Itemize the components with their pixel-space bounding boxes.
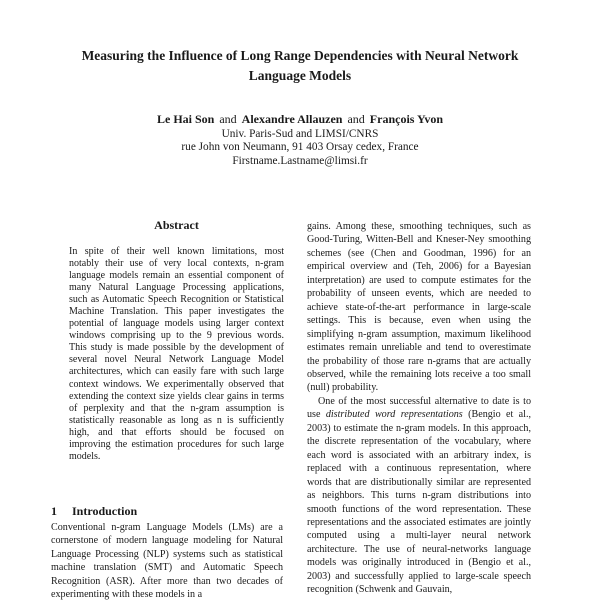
abstract-text: In spite of their well known limitations, most notably their use of very local contexts, n-gram language models remain an essential component of many Natural Language Processing applications, such as Automatic Speech Recognition or Statistical Machine Translation. This paper investigates the potential of language models using larger context windows comprising up to the 9 previous words. This study is made possible by the development of several novel Neural Network Language Model architectures, which can easily fare with such large context windows. We experimentally observed that extending the context size yields clear gains in terms of perplexity and that the n-gram assumption is statistically reasonable as long as n is sufficiently high, and that efforts should be focused on improving the estimation procedures for such large models. (69, 246, 284, 462)
section-number: 1 (51, 504, 57, 518)
intro-section (51, 504, 283, 600)
paragraph-2-lead: One of the most successful alternative to date is to use (307, 395, 531, 421)
paragraph-2-rest: (Bengio et al., 2003) to estimate the n-gram models. In this approach, the discrete representation of the vocabulary, where each word is associated with an arbitrary index, is replaced with a continuous representation, where words that are distributionally similar are represented as neighbors. This turns n-gram distributions into smooth functions of the word representation. These representations and the associated estimates are jointly computed using a multi-layer neural network architecture. The use of neural-networks language models was originally introduced in (Bengio et al., 2003) and successfully applied to large-scale speech recognition (Schwenk and Gauvain, (307, 409, 531, 596)
body-paragraph-1: gains. Among these, smoothing techniques, such as Good-Turing, Witten-Bell and Kneser-Ney smoothing schemes (see (Chen and Goodman, 1996) for an empirical overview and (Teh, 2006) for a Bayesian interpretation) are used to compute estimates for the probability of unseen events, which are needed to achieve state-of-the-art performance in large-scale settings. This is because, even when using the simplifying n-gram assumption, maximum likelihood estimates remain unreliable and tend to overestimate the probability of those rare n-grams that are actually observed, while the remaining lots receive a too small (null) probability. (307, 221, 531, 394)
author-line (0, 113, 600, 127)
author-name-1: Le Hai Son (156, 112, 215, 126)
author-block (0, 113, 600, 168)
section-title: Introduction (72, 504, 138, 518)
email: Firstname.Lastname@limsi.fr (232, 154, 368, 167)
abstract-heading: Abstract (154, 218, 199, 232)
author-separator-2: and (347, 112, 365, 126)
author-name-3: François Yvon (369, 112, 444, 126)
right-column (307, 220, 531, 597)
intro-heading (51, 504, 283, 518)
abstract-section (51, 218, 284, 463)
author-name-2: Alexandre Allauzen (241, 112, 343, 126)
paragraph-2-italic-term: distributed word representations (325, 409, 463, 421)
affiliation: Univ. Paris-Sud and LIMSI/CNRS (221, 127, 379, 140)
body-paragraph-2 (307, 395, 531, 597)
address: rue John von Neumann, 91 403 Orsay cedex, France (181, 141, 419, 154)
intro-paragraph: Conventional n-gram Language Models (LMs) are a cornerstone of modern language modeling for Natural Language Processing (NLP) systems such as statistical machine translation (SMT) and Automatic Speech Recognition (ASR). After more than two decades of experimenting with these models in a (51, 522, 283, 600)
author-separator-1: and (219, 112, 237, 126)
paper-title: Measuring the Influence of Long Range Dependencies with Neural Network Language Models (81, 48, 519, 83)
